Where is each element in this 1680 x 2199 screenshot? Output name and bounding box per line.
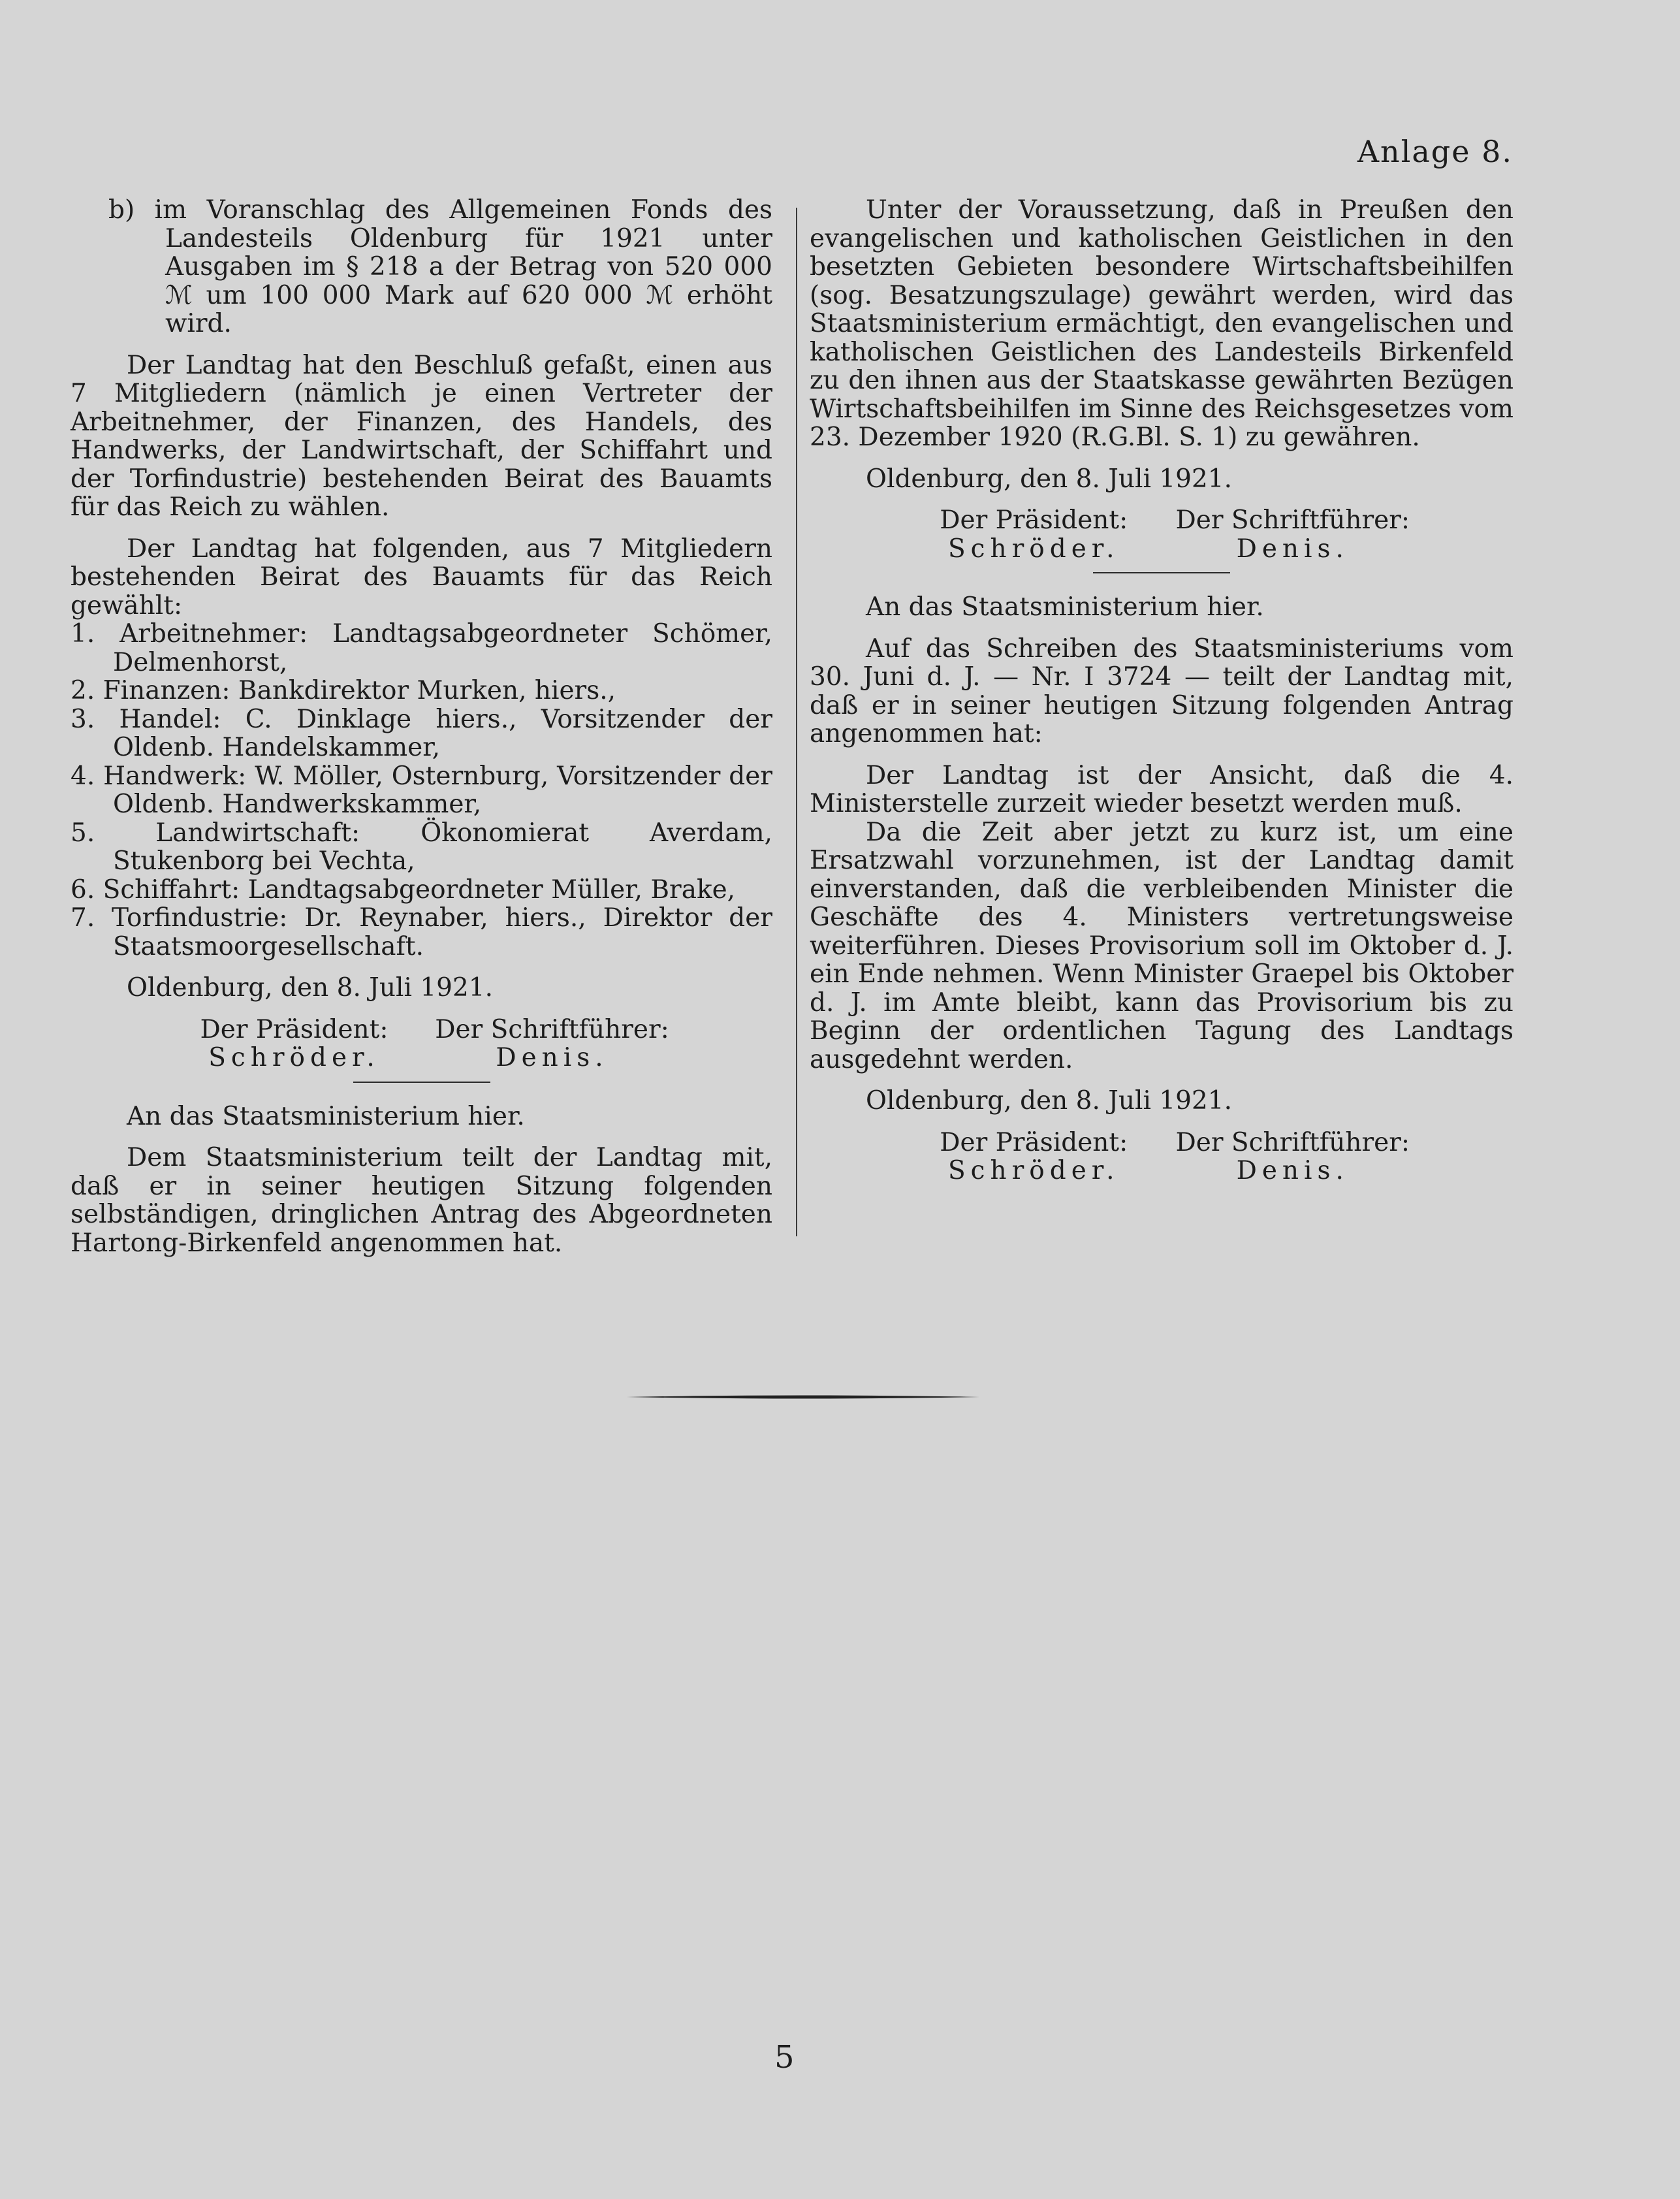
provisorium-paragraph: Da die Zeit aber jetzt zu kurz ist, um eine Ersatzwahl vorzunehmen, ist der Landtag damit einverstanden, daß die verbleibenden Minister die Geschäfte des 4. Ministers vertretungsweise weiterführen. Dieses Provisorium soll im Oktober d. J. ein Ende nehmen. Wenn Minister Graepel bis Oktober d. J. im Amte bleibt, kann das Provisorium bis zu Beginn der ordentlichen Tagung des Landtags ausgedehnt werden. [810,817,1514,1074]
address-line: An das Staatsministerium hier. [866,592,1264,622]
place-date: Oldenburg, den 8. Juli 1921. [866,464,1233,494]
beirat-elected-paragraph: Der Landtag hat folgenden, aus 7 Mitgliedern bestehenden Beirat des Bauamts für das Reich gewählt: [71,534,772,620]
president-name: Schröder. [947,534,1120,564]
column-divider [796,208,797,1236]
beirat-decision-paragraph: Der Landtag hat den Beschluß gefaßt, einen aus 7 Mitgliedern (nämlich je einen Vertreter der Arbeitnehmer, der Finanzen, des Handels, des Handwerks, der Landwirtschaft, der Schiffahrt und der Torfindustrie) bestehenden Beirat des Bauamts für das Reich zu wählen. [71,350,772,522]
secretary-title: Der Schriftführer: [1175,506,1410,535]
signature-names [810,1157,1514,1185]
list-item: 3. Handel: C. Dinklage hiers., Vorsitzender der Oldenb. Handelskammer, [71,704,772,762]
signature-titles [810,1129,1514,1157]
secretary-name: Denis. [496,1043,609,1072]
list-item: 1. Arbeitnehmer: Landtagsabgeordneter Schömer, Delmenhorst, [71,619,772,677]
address-line: An das Staatsministerium hier. [127,1101,525,1131]
secretary-title: Der Schriftführer: [1175,1127,1410,1157]
list-item: 7. Torfindustrie: Dr. Reynaber, hiers., Direktor der Staatsmoorgesellschaft. [71,903,772,961]
letter-reference-paragraph: Auf das Schreiben des Staatsministeriums vom 30. Juni d. J. — Nr. I 3724 — teilt der Landtag mit, daß er in seiner heutigen Sitzung folgenden Antrag angenommen hat: [810,634,1514,748]
ministerstelle-paragraph: Der Landtag ist der Ansicht, daß die 4. Ministerstelle zurzeit wieder besetzt werden muß. [810,760,1514,818]
right-column [810,196,1514,1185]
signature-titles [810,506,1514,535]
list-item: 6. Schiffahrt: Landtagsabgeordneter Müller, Brake, [71,875,736,905]
list-item: 2. Finanzen: Bankdirektor Murken, hiers., [71,676,616,705]
list-item: 4. Handwerk: W. Möller, Osternburg, Vorsitzender der Oldenb. Handwerkskammer, [71,761,772,819]
president-title: Der Präsident: [200,1014,388,1044]
motion-intro-paragraph: Dem Staatsministerium teilt der Landtag mit, daß er in seiner heutigen Sitzung folgenden selbständigen, dringlichen Antrag des Abgeordneten Hartong-Birkenfeld angenommen hat. [71,1143,772,1258]
president-name: Schröder. [208,1043,380,1072]
secretary-name: Denis. [1236,1156,1349,1185]
page-number: 5 [774,2039,795,2076]
secretary-title: Der Schriftführer: [435,1014,669,1044]
section-rule [353,1082,490,1083]
item-b-paragraph: b) im Voranschlag des Allgemeinen Fonds des Landesteils Oldenburg für 1921 unter Ausgaben im § 218 a der Betrag von 520 000 ℳ um 100 000 Mark auf 620 000 ℳ erhöht wird. [108,195,772,338]
president-title: Der Präsident: [940,1127,1128,1157]
place-date: Oldenburg, den 8. Juli 1921. [866,1086,1233,1116]
president-title: Der Präsident: [940,506,1128,535]
appendix-heading: Anlage 8. [1357,134,1513,169]
signature-names [810,535,1514,564]
signature-names [71,1044,772,1072]
signature-titles [71,1016,772,1044]
section-rule [1093,572,1230,573]
left-column [71,196,772,1257]
end-rule [627,1394,979,1400]
secretary-name: Denis. [1236,534,1349,564]
place-date: Oldenburg, den 8. Juli 1921. [127,973,494,1003]
clergy-allowance-paragraph: Unter der Voraussetzung, daß in Preußen den evangelischen und katholischen Geistlichen in den besetzten Gebieten besondere Wirtschaftsbeihilfen (sog. Besatzungszulage) gewährt werden, wird das Staatsministerium ermächtigt, den evangelischen und katholischen Geistlichen des Landesteils Birkenfeld zu den ihnen aus der Staatskasse gewährten Bezügen Wirtschaftsbeihilfen im Sinne des Reichsgesetzes vom 23. Dezember 1920 (R.G.Bl. S. 1) zu gewähren. [810,195,1514,452]
president-name: Schröder. [947,1156,1120,1185]
list-item: 5. Landwirtschaft: Ökonomierat Averdam, Stukenborg bei Vechta, [71,818,772,876]
